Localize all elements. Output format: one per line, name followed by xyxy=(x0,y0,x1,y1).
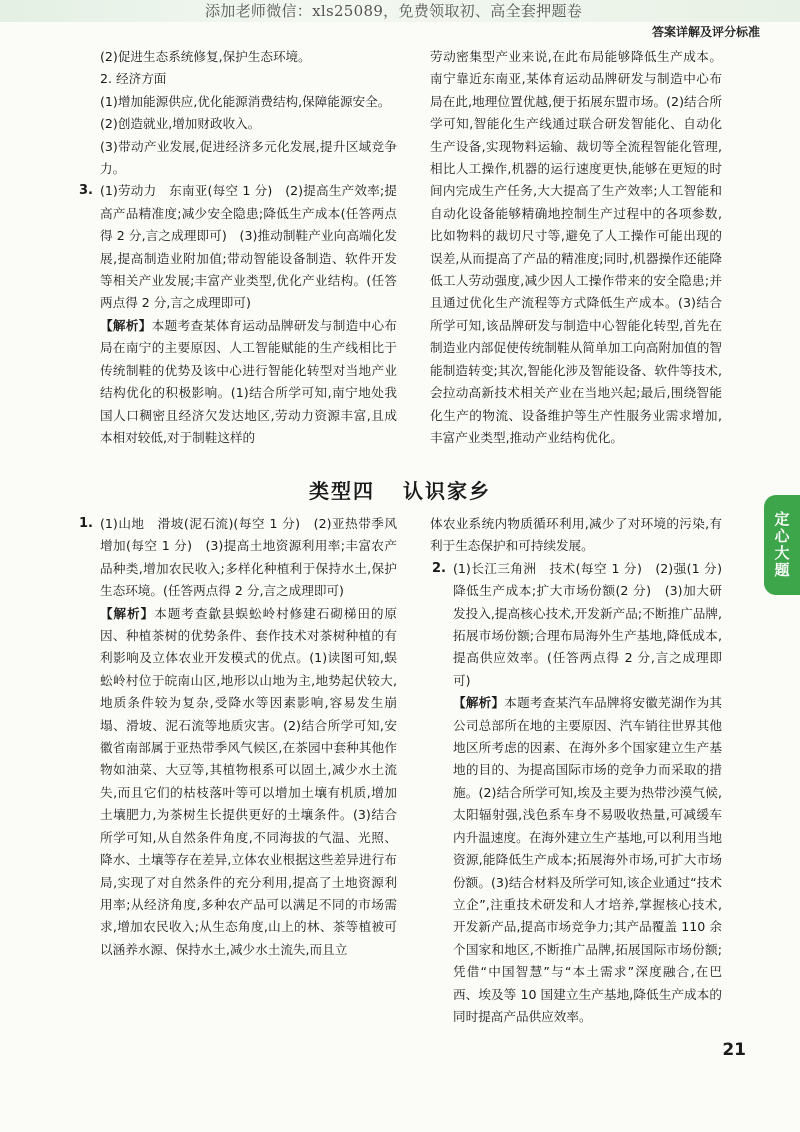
section-title xyxy=(0,475,800,504)
answer-text: (1)山地 滑坡(泥石流)(每空 1 分) (2)亚热带季风 增加(每空 1 分) (3)提高土地资源利用率;丰富农产品种类,增加农民收入;多样化种植利于保持水土,保护生态环境。(任答两点得 2 分,言之成理即可) xyxy=(100,516,410,599)
answer-line: (2)促进生态系统修复,保护生态环境。 xyxy=(100,49,311,64)
watermark-text: 添加老师微信：xls25089，免费领取初、高全套押题卷 xyxy=(205,2,583,20)
analysis-continued: 劳动密集型产业来说,在此布局能够降低生产成本。南宁靠近东南亚,某体育运动品牌研发与制造中心布局在此,地理位置优越,便于拓展东盟市场。(2)结合所学可知,智能化生产线通过联合研发智能化、自动化生产设备,实现物料运输、裁切等全流程智能化管理,相比人工操作,机器的运行速度更快,能够在更短的时间内完成生产任务,大大提高了生产效率;人工智能和自动化设备能够精确地控制生产过程中的各项参数,比如物料的裁切尺寸等,避免了人工操作可能出现的误差,从而提高了产品的精准度;同时,机器操作还能降低工人劳动强度,减少因人工操作带来的安全隐患;并且通过优化生产流程等方式降低生产成本。(3)结合所学可知,该品牌研发与制造中心智能化转型,首先在制造业内部促使传统制鞋从简单加工向高附加值的智能制造转变;其次,智能化涉及智能设备、软件等技术,会拉动高新技术相关产业在当地兴起;最后,围绕智能化生产的物流、设备维护等生产性服务业需求增加,丰富产业类型,推动产业结构优化。 xyxy=(430,49,722,445)
analysis-text: 本题考查某体育运动品牌研发与制造中心布局在南宁的主要原因、人工智能赋能的生产线相比于传统制鞋的优势及该中心进行智能化转型对当地产业结构优化的积极影响。(1)结合所学可知,南宁地处我国人口稠密且经济欠发达地区,劳动力资源丰富,且成本相对较低,对于制鞋这样的 xyxy=(100,317,398,445)
page-number: 21 xyxy=(722,1040,746,1060)
answer-text: (1)劳动力 东南亚(每空 1 分) (2)提高生产效率;提高产品精准度;减少安全隐患;降低生产成本(任答两点得 2 分,言之成理即可) (3)推动制鞋产业向高端化发展,提高制造业附加值;带动智能设备制造、软件开发等相关产业发展;丰富产业类型,优化产业结构。(任答两点得 2 分,言之成理即可) xyxy=(100,183,397,311)
question-1 xyxy=(77,513,410,961)
analysis-text: 本题考查某汽车品牌将安徽芜湖作为其公司总部所在地的主要原因、汽车销往世界其他地区所考虑的因素、在海外多个国家建立生产基地的目的、为提高国际市场的竞争力而采取的措施。(2)结合所学可知,埃及主要为热带沙漠气候,太阳辐射强,浅色系车身不易吸收热量,可减缓车内升温速度。在海外建立生产基地,可以利用当地资源,能降低生产成本;拓展海外市场,可扩大市场份额。(3)结合材料及所学可知,该企业通过“技术立企”,注重技术研发和人才培养,掌握核心技术,开发新产品,提高市场竞争力;其产品覆盖 110 余个国家和地区,不断推广品牌,拓展国际市场份额;凭借“中国智慧”与“本土需求”深度融合,在巴西、埃及等 10 国建立生产基地,降低生产成本的同时提高产品供应效率。 xyxy=(453,695,722,1024)
analysis-tag: 【解析】 xyxy=(453,695,505,711)
analysis-paragraph xyxy=(100,603,397,962)
question-number: 3. xyxy=(79,183,93,199)
analysis-text: 本题考查歙县蜈蚣岭村修建石砌梯田的原因、种植茶树的优势条件、套作技术对茶树种植的有利影响及立体农业开发模式的优点。(1)读图可知,蜈蚣岭村位于皖南山区,地形以山地为主,地势起伏较大,地质条件较为复杂,受降水等因素影响,容易发生崩塌、滑坡、泥石流等地质灾害。(2)结合所学可知,安徽省南部属于亚热带季风气候区,在茶园中套种其他作物如油菜、大豆等,其植物根系可以固土,减少水土流失,而且它们的枯枝落叶等可以增加土壤有机质,增加土壤肥力,为茶树生长提供更好的土壤条件。(3)结合所学可知,从自然条件角度,不同海拔的气温、光照、降水、土壤等存在差异,立体农业根据这些差异进行布局,实现了对自然条件的充分利用,提高了土地资源利用率;从经济角度,多种农产品可以满足不同的市场需求,增加农民收入;从生态角度,山上的林、茶等植被可以涵养水源、保持水土,减少水土流失,而且立 xyxy=(100,605,398,957)
analysis-continued: 体农业系统内物质循环利用,减少了对环境的污染,有利于生态保护和可持续发展。 xyxy=(430,516,722,554)
question-2 xyxy=(430,558,735,1029)
section-topic-label: 认识家乡 xyxy=(403,479,491,503)
answer-line: (3)带动产业发展,促进经济多元化发展,提升区域竞争力。 xyxy=(100,138,397,177)
question-number: 1. xyxy=(79,516,93,531)
answer-line: 2. 经济方面 xyxy=(100,71,167,87)
question-3 xyxy=(77,180,397,449)
top-right-column xyxy=(430,46,722,449)
analysis-tag: 【解析】 xyxy=(100,317,152,333)
section-type-label: 类型四 xyxy=(309,479,375,503)
top-left-column xyxy=(77,46,397,449)
answer-line: (2)创造就业,增加财政收入。 xyxy=(100,116,261,132)
question-number: 2. xyxy=(432,560,446,576)
analysis-tag: 【解析】 xyxy=(100,605,155,621)
analysis-paragraph xyxy=(100,315,397,449)
bottom-right-column xyxy=(430,513,735,1028)
answer-text: (1)长江三角洲 技术(每空 1 分) (2)强(1 分) 降低生产成本;扩大市场份额(2 分) (3)加大研发投入,提高核心技术,开发新产品;不断推广品牌,拓展市场份额;合理布局海外生产基地,降低成本,提高供应效率。(任答两点得 2 分,言之成理即可) xyxy=(453,560,735,688)
page-header-title: 答案详解及评分标准 xyxy=(651,25,760,39)
side-tab: 定心大题 xyxy=(764,495,800,595)
bottom-left-column xyxy=(77,513,410,961)
analysis-paragraph xyxy=(453,692,722,1028)
answer-line: (1)增加能源供应,优化能源消费结构,保障能源安全。 xyxy=(100,93,391,109)
